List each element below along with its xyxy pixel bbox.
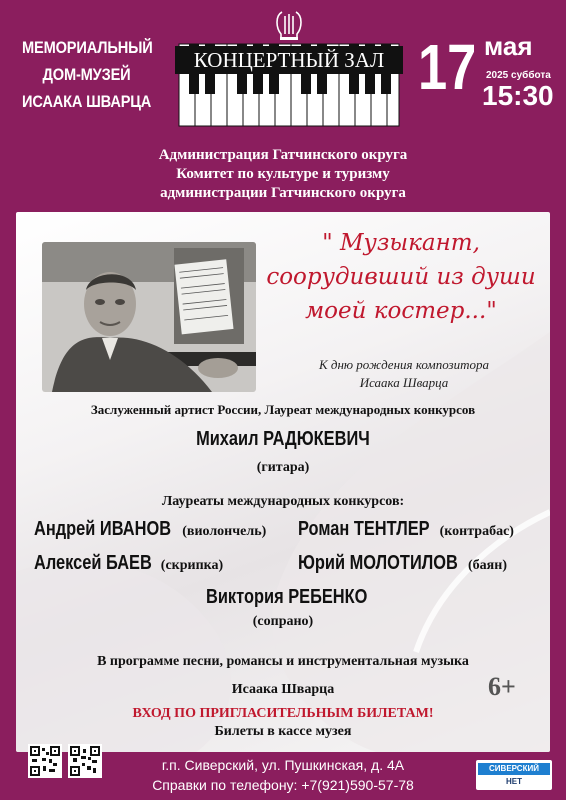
organizer-line: Комитет по культуре и туризму [176, 166, 390, 182]
quote [256, 226, 546, 328]
performer [298, 518, 514, 541]
quote-line: " Музыкант, [322, 230, 480, 256]
museum-line: МЕМОРИАЛЬНЫЙ [22, 38, 153, 57]
organizers [0, 146, 566, 203]
date-year-weekday: 2025 суббота [486, 70, 551, 81]
dedication-line: К дню рождения композитора [318, 357, 489, 372]
performer-name: Роман ТЕНТЛЕР [298, 518, 430, 540]
logo-title: КОНЦЕРТНЫЙ ЗАЛ [193, 48, 385, 72]
age-rating: 6+ [488, 672, 516, 701]
performer [206, 586, 403, 609]
content-panel [16, 212, 550, 752]
organizer-line: Администрация Гатчинского округа [158, 147, 408, 163]
header [0, 0, 566, 140]
main-artist-role: (гитара) [256, 460, 310, 475]
partner-logo-top: СИВЕРСКИЙ [478, 763, 550, 775]
dedication-line: Исаака Шварца [359, 375, 449, 390]
address: г.п. Сиверский, ул. Пушкинская, д. 4А [161, 757, 405, 773]
main-artist-name: Михаил РАДЮКЕВИЧ [196, 428, 370, 450]
lyre-icon [277, 12, 301, 40]
performer-name: Андрей ИВАНОВ [34, 518, 172, 540]
museum-name [22, 34, 151, 115]
partner-logo [476, 760, 552, 790]
museum-line: ДОМ-МУЗЕЙ [42, 65, 131, 84]
performer [298, 552, 507, 575]
performer-name: Юрий МОЛОТИЛОВ [298, 552, 458, 574]
concert-hall-logo [175, 8, 403, 134]
dedication [284, 356, 524, 392]
quote-line: моей костер..." [305, 298, 497, 324]
date-month: мая [484, 31, 533, 61]
partner-logo-bottom: НЕТ [506, 777, 522, 786]
performer-role: (виолончель) [182, 524, 267, 539]
event-date [418, 30, 558, 125]
performer [34, 552, 223, 575]
performer-name: Виктория РЕБЕНКО [206, 586, 368, 608]
performer [34, 518, 266, 541]
honored-title: Заслуженный артист России, Лауреат международных конкурсов [90, 402, 476, 417]
composer-photo [42, 242, 256, 392]
performer-role: (баян) [468, 558, 507, 573]
performer-role: (контрабас) [439, 524, 514, 539]
laureates-title: Лауреаты международных конкурсов: [161, 494, 405, 509]
entry-notice: ВХОД ПО ПРИГЛАСИТЕЛЬНЫМ БИЛЕТАМ! [132, 706, 434, 721]
performer-name: Алексей БАЕВ [34, 552, 152, 574]
main-artist [16, 428, 550, 451]
museum-line: ИСААКА ШВАРЦА [22, 92, 152, 111]
program-line: Исаака Шварца [231, 682, 335, 697]
program [16, 648, 550, 704]
organizer-line: администрации Гатчинского округа [160, 185, 406, 201]
phone[interactable]: Справки по телефону: +7(921)590-57-78 [152, 777, 414, 793]
date-day: 17 [418, 31, 477, 103]
program-line: В программе песни, романсы и инструментальная музыка [97, 654, 469, 669]
event-time: 15:30 [482, 80, 554, 111]
quote-line: соорудивший из души [266, 264, 536, 290]
performer-role: (скрипка) [160, 558, 224, 573]
performer-role: (сопрано) [252, 614, 314, 629]
tickets-notice: Билеты в кассе музея [214, 724, 352, 739]
